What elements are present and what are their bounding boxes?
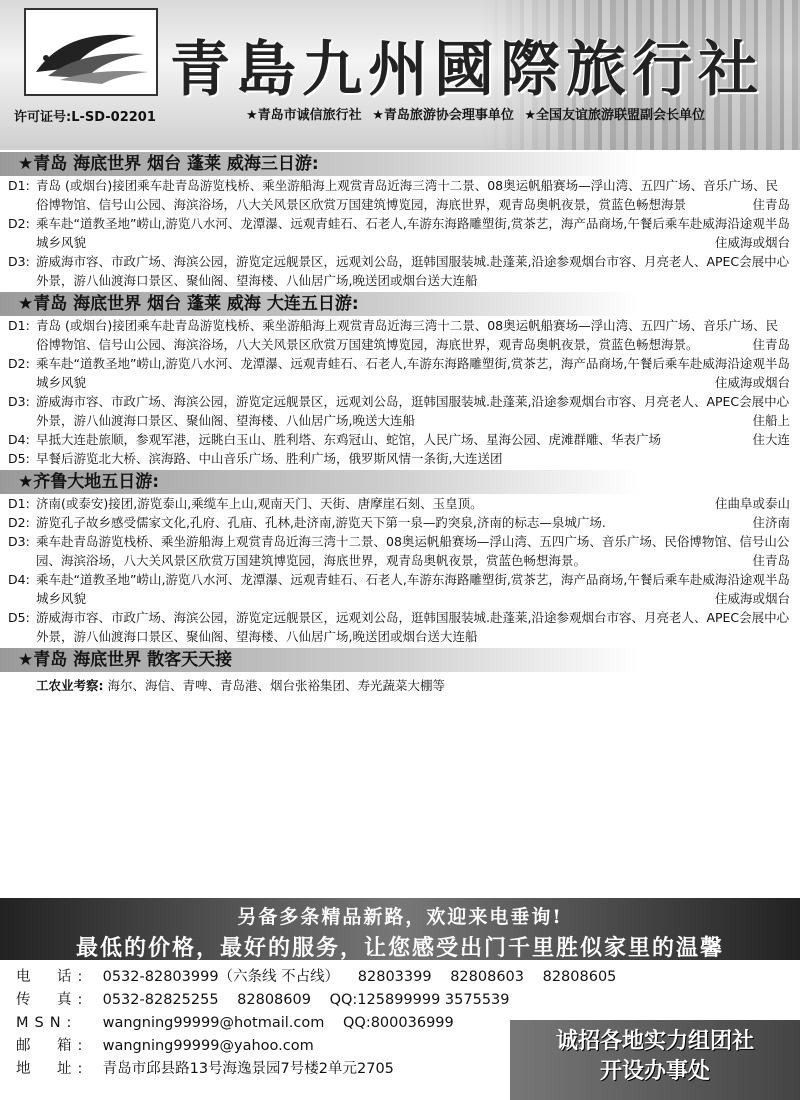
contact-key: 地 址:	[16, 1061, 89, 1077]
contact-key: 电 话:	[16, 969, 89, 985]
itinerary-content	[0, 150, 800, 695]
honor-item: ★青岛市诚信旅行社	[246, 108, 362, 123]
day-row	[0, 176, 800, 214]
day-row	[0, 494, 800, 513]
day-text: 游威海市容、市政广场、海滨公园，游览定远舰景区，远观刘公岛，逛韩国服装城.赴蓬莱,沿途参观烟台市容、月亮老人、APEC会展中心外景，游八仙渡海口景区、聚仙阁、望海楼、八仙居广场,晚送团或烟台送大连船	[36, 254, 790, 288]
day-row	[0, 430, 800, 449]
day-text: 乘车赴“道教圣地”崂山,游览八水河、龙潭瀑、远观青蛙石、石老人,车游东海路雕塑街,赏茶艺，海产品商场,午餐后乘车赴威海沿途观半岛城乡风貌	[36, 216, 790, 250]
stay-location: 住青岛	[752, 197, 790, 212]
day-label: D4:	[8, 572, 30, 587]
phone-number[interactable]: 82803399	[357, 969, 432, 985]
day-text: 游览孔子故乡感受儒家文化,孔府、孔庙、孔林,赴济南,游览天下第一泉—趵突泉,济南的标志—泉城广场.	[36, 515, 606, 530]
day-text: 游威海市容、市政广场、海滨公园，游览定远舰景区，远观刘公岛，逛韩国服装城.赴蓬莱,沿途参观烟台市容、月亮老人、APEC会展中心外景，游八仙渡海口景区、聚仙阁、望海楼、八仙居广场,晚送团或烟台送大连船	[36, 610, 790, 644]
phone-number[interactable]: 82808605	[542, 969, 617, 985]
day-row	[0, 532, 800, 570]
license-number: 许可证号:L-SD-02201	[14, 110, 156, 125]
stay-location: 住威海或烟台	[714, 235, 790, 250]
section-title: ★青岛 海底世界 散客天天接	[0, 648, 800, 672]
honor-item: ★青岛旅游协会理事单位	[372, 108, 514, 123]
section-title: ★齐鲁大地五日游:	[0, 470, 800, 494]
day-text: 早抵大连赴旅顺，参观军港，远眺白玉山、胜利塔、东鸡冠山、蛇馆，人民广场、星海公园、虎滩群雕、华表广场	[36, 432, 662, 447]
day-row	[0, 392, 800, 430]
day-label: D2:	[8, 356, 30, 371]
day-row	[0, 214, 800, 252]
day-row	[0, 513, 800, 532]
visit-text: 海尔、海信、青啤、青岛港、烟台张裕集团、寿光蔬菜大棚等	[107, 678, 446, 693]
section-title: ★青岛 海底世界 烟台 蓬莱 威海三日游:	[0, 152, 800, 176]
contact-fax	[16, 989, 630, 1012]
logo	[24, 8, 158, 96]
day-text: 乘车赴“道教圣地”崂山,游览八水河、龙潭瀑、远观青蛙石、石老人,车游东海路雕塑街,赏茶艺，海产品商场,午餐后乘车赴威海沿途观半岛城乡风貌	[36, 356, 790, 390]
recruit-box	[510, 1020, 800, 1100]
contact-key: 传 真:	[16, 992, 89, 1008]
slogan-line-1: 另备多条精品新路，欢迎来电垂询!	[237, 906, 563, 928]
industrial-visit	[0, 676, 800, 695]
slogan-line-2: 最低的价格，最好的服务，让您感受出门千里胜似家里的温馨	[75, 935, 724, 961]
day-label: D1:	[8, 178, 30, 193]
day-label: D1:	[8, 496, 30, 511]
day-text: 游威海市容、市政广场、海滨公园，游览定远舰景区，远观刘公岛，逛韩国服装城.赴蓬莱,沿途参观烟台市容、月亮老人、APEC会展中心外景，游八仙渡海口景区、聚仙阁、望海楼、八仙居广场,晚送大连船	[36, 394, 790, 428]
day-text: 乘车赴“道教圣地”崂山,游览八水河、龙潭瀑、远观青蛙石、石老人,车游东海路雕塑街,赏茶艺，海产品商场,午餐后乘车赴威海沿途观半岛城乡风貌	[36, 572, 790, 606]
stay-location: 住威海或烟台	[714, 591, 790, 606]
day-text: 青岛 (或烟台)接团乘车赴青岛游览栈桥、乘坐游船海上观赏青岛近海三湾十二景、08奥运帆船赛场—浮山湾、五四广场、音乐广场、民俗博物馆、信号山公园、海滨浴场，八大关风景区欣赏万国建筑博览园，海底世界，观青岛奥帆夜景，赏蓝色畅想海景	[36, 178, 779, 212]
honors-list	[246, 104, 711, 123]
visit-label: 工农业考察:	[36, 678, 104, 693]
stay-location: 住曲阜或泰山	[714, 496, 790, 511]
wave-logo-icon	[26, 10, 156, 94]
fax-number: 82808609	[237, 992, 311, 1008]
section-title: ★青岛 海底世界 烟台 蓬莱 威海 大连五日游:	[0, 292, 800, 316]
day-row	[0, 608, 800, 646]
day-text: 乘车赴青岛游览栈桥、乘坐游船海上观赏青岛近海三湾十二景、08奥运帆船赛场—浮山湾、五四广场、音乐广场、民俗博物馆、信号山公园、海滨浴场，八大关风景区欣赏万国建筑博览园，海底世界，观青岛奥帆夜景，赏蓝色畅想海景。	[36, 534, 790, 568]
stay-location: 住济南	[752, 515, 790, 530]
day-label: D2:	[8, 216, 30, 231]
contact-phone	[16, 966, 630, 989]
stay-location: 住青岛	[752, 553, 790, 568]
day-label: D3:	[8, 254, 30, 269]
day-row	[0, 570, 800, 608]
stay-location: 住青岛	[752, 337, 790, 352]
day-text: 早餐后游览北大桥、滨海路、中山音乐广场、胜利广场，俄罗斯风情一条街,大连送团	[36, 451, 503, 466]
honor-item: ★全国友谊旅游联盟副会长单位	[524, 108, 706, 123]
phone-number[interactable]: 0532-82803999（六条线 不占线）	[102, 969, 340, 985]
day-label: D5:	[8, 610, 30, 625]
qq-number[interactable]: QQ:125899999 3575539	[329, 992, 510, 1008]
day-row	[0, 354, 800, 392]
day-label: D4:	[8, 432, 30, 447]
stay-location: 住威海或烟台	[714, 375, 790, 390]
recruit-line: 诚招各地实力组团社	[555, 1028, 754, 1054]
header	[0, 0, 800, 150]
stay-location: 住船上	[752, 413, 790, 428]
qq-number[interactable]: QQ:800036999	[343, 1015, 454, 1031]
stay-location: 住大连	[752, 432, 790, 447]
day-text: 青岛 (或烟台)接团乘车赴青岛游览栈桥、乘坐游船海上观赏青岛近海三湾十二景、08奥运帆船赛场—浮山湾、五四广场、音乐广场、民俗博物馆、信号山公园、海滨浴场，八大关风景区欣赏万国建筑博览园，海底世界，观青岛奥帆夜景，赏蓝色畅想海景。	[36, 318, 779, 352]
fax-number: 0532-82825255	[102, 992, 219, 1008]
day-row	[0, 449, 800, 468]
phone-number[interactable]: 82808603	[450, 969, 524, 985]
day-label: D1:	[8, 318, 30, 333]
recruit-line: 开设办事处	[599, 1058, 710, 1084]
agency-title: 青島九州國際旅行社	[170, 35, 764, 105]
day-label: D3:	[8, 394, 30, 409]
slogan-banner	[0, 898, 800, 960]
email-address[interactable]: wangning99999@yahoo.com	[102, 1038, 314, 1054]
day-row	[0, 316, 800, 354]
day-row	[0, 252, 800, 290]
day-label: D2:	[8, 515, 30, 530]
contact-key: MSN:	[16, 1015, 78, 1031]
street-address: 青岛市邱县路13号海逸景园7号楼2单元2705	[102, 1061, 394, 1077]
contact-key: 邮 箱:	[16, 1038, 89, 1054]
day-text: 济南(或泰安)接团,游览泰山,乘缆车上山,观南天门、天街、唐摩崖石刻、玉皇顶。	[36, 496, 483, 511]
day-label: D3:	[8, 534, 30, 549]
day-label: D5:	[8, 451, 30, 466]
msn-address[interactable]: wangning99999@hotmail.com	[102, 1015, 325, 1031]
